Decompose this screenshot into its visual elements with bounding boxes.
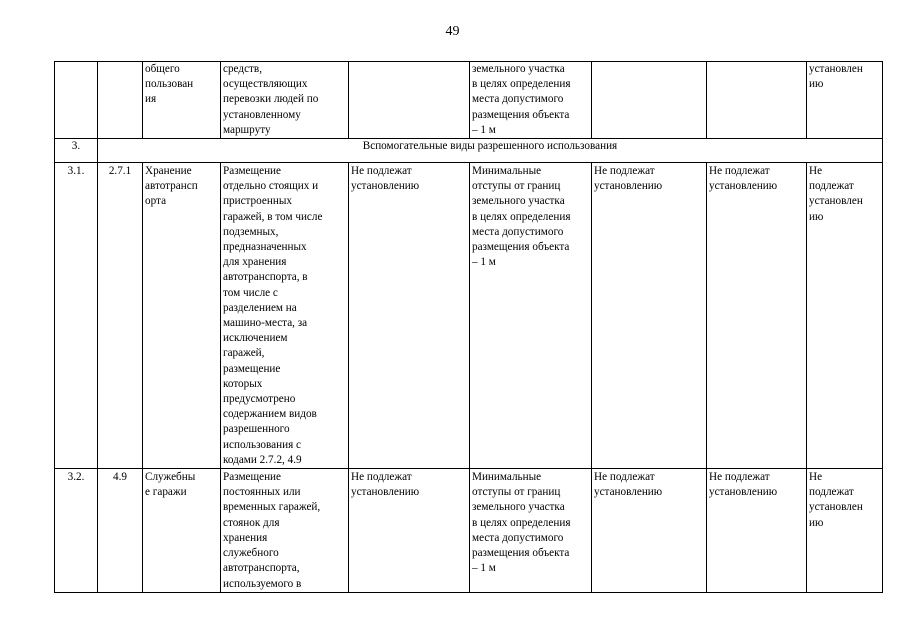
section-header-row (55, 139, 883, 163)
table-row (55, 163, 883, 469)
table-row-continuation (55, 62, 883, 139)
setback-cell: земельного участка в целях определения места допустимого размещения объекта – 1 м (470, 62, 592, 139)
parameter-cell: Не подлежат установлен ию (807, 469, 883, 593)
section-number-cell: 3. (55, 139, 98, 163)
use-name-cell: Хранение автотрансп орта (143, 163, 221, 469)
table-row (55, 469, 883, 593)
parameter-cell: Не подлежат установлению (707, 163, 807, 469)
code-cell (98, 62, 143, 139)
page-number: 49 (445, 24, 460, 39)
row-number-cell: 3.2. (55, 469, 98, 593)
parameter-cell: Не подлежат установлению (707, 469, 807, 593)
parameter-cell: Не подлежат установлению (349, 469, 470, 593)
parameter-cell (592, 62, 707, 139)
use-name-cell: Служебны е гаражи (143, 469, 221, 593)
section-title-cell: Вспомогательные виды разрешенного использования (98, 139, 883, 163)
parameter-cell: установлен ию (807, 62, 883, 139)
parameter-cell: Не подлежат установлению (592, 163, 707, 469)
row-number-cell: 3.1. (55, 163, 98, 469)
setback-cell: Минимальные отступы от границ земельного участка в целях определения места допустимого размещения объекта – 1 м (470, 469, 592, 593)
parameter-cell: Не подлежат установлен ию (807, 163, 883, 469)
setback-cell: Минимальные отступы от границ земельного участка в целях определения места допустимого размещения объекта – 1 м (470, 163, 592, 469)
description-cell: средств, осуществляющих перевозки людей по установленному маршруту (221, 62, 349, 139)
code-cell: 4.9 (98, 469, 143, 593)
description-cell: Размещение постоянных или временных гаражей, стоянок для хранения служебного автотранспорта, используемого в (221, 469, 349, 593)
land-use-table (54, 61, 883, 593)
code-cell: 2.7.1 (98, 163, 143, 469)
parameter-cell: Не подлежат установлению (349, 163, 470, 469)
parameter-cell (349, 62, 470, 139)
parameter-cell: Не подлежат установлению (592, 469, 707, 593)
parameter-cell (707, 62, 807, 139)
row-number-cell (55, 62, 98, 139)
description-cell: Размещение отдельно стоящих и пристроенных гаражей, в том числе подземных, предназначенных для хранения автотранспорта, в том числе с разделением на машино-места, за исключением гаражей, размещение которых предусмотрено содержанием видов разрешенного использования с кодами 2.7.2, 4.9 (221, 163, 349, 469)
use-name-cell: общего пользован ия (143, 62, 221, 139)
